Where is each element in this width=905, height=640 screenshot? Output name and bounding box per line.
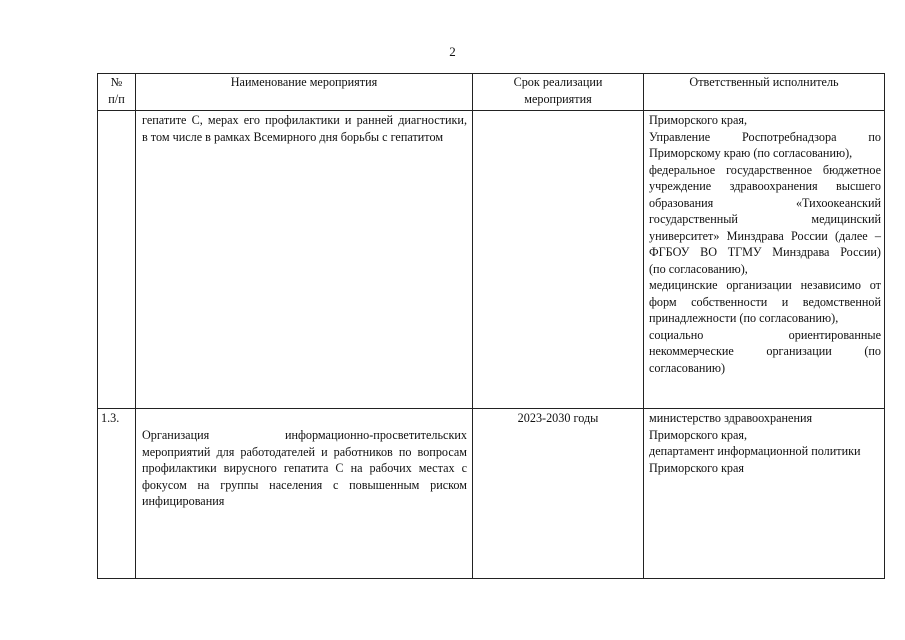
responsible-line: министерство здравоохранения [649, 411, 813, 425]
event-name-line: инфицирования [142, 494, 225, 508]
header-number-line1: № [110, 75, 123, 89]
header-term-line1: Срок реализации [513, 75, 603, 89]
header-responsible: Ответственный исполнитель [644, 74, 885, 111]
responsible-cell [644, 409, 885, 579]
event-name-cell [136, 409, 473, 579]
responsible-line: Приморского края, [649, 427, 748, 442]
responsible-line: ФГБОУ ВО ТГМУ Минздрава России) [649, 245, 881, 259]
responsible-line: Управление Роспотребнадзора по [649, 129, 881, 144]
responsible-line: принадлежности (по согласованию), [649, 311, 839, 325]
responsible-line: согласованию) [649, 360, 726, 375]
continued-name-cell [136, 111, 473, 409]
responsible-line: департамент информационной политики [649, 444, 861, 458]
term-cell: 2023-2030 годы [473, 409, 644, 579]
table-header-row [98, 74, 885, 111]
events-table [97, 73, 885, 579]
event-name-line: Организация информационно-просветительских [142, 428, 467, 442]
page-number: 2 [449, 44, 456, 59]
responsible-line: образования «Тихоокеанский [649, 195, 881, 210]
row-number-cell: 1.3. [98, 409, 136, 579]
responsible-line: государственный медицинский [649, 212, 881, 226]
responsible-line: форм собственности и ведомственной [649, 294, 881, 309]
event-name-line: фокусом на группы населения с повышенным риском [142, 477, 467, 492]
responsible-line: учреждение здравоохранения высшего [649, 179, 881, 193]
responsible-line: университет» Минздрава России (далее – [649, 228, 881, 243]
event-name-line: профилактики вирусного гепатита С на рабочих местах с [142, 461, 467, 475]
continued-responsible-cell [644, 111, 885, 409]
responsible-line: Приморского края [649, 460, 744, 475]
responsible-line: медицинские организации независимо от [649, 278, 881, 292]
continued-name-line: в том числе в рамках Всемирного дня борьбы с гепатитом [142, 129, 444, 144]
table-row [98, 409, 885, 579]
header-term-line2: мероприятия [524, 91, 592, 106]
header-event-name: Наименование мероприятия [136, 74, 473, 111]
continued-name-line: гепатите С, мерах его профилактики и ранней диагностики, [142, 113, 467, 127]
header-term [473, 74, 644, 111]
responsible-line: некоммерческие организации (по [649, 344, 881, 358]
continued-term-cell [473, 111, 644, 409]
event-name-line: мероприятий для работодателей и работников по вопросам [142, 444, 467, 459]
header-number-line2: п/п [108, 92, 125, 106]
responsible-line: (по согласованию), [649, 261, 748, 276]
continued-number-cell [98, 111, 136, 409]
responsible-line: федеральное государственное бюджетное [649, 162, 881, 177]
responsible-line: Приморскому краю (по согласованию), [649, 146, 853, 160]
header-number [98, 74, 136, 111]
responsible-line: социально ориентированные [649, 327, 881, 342]
responsible-line: Приморского края, [649, 113, 748, 127]
table-row [98, 111, 885, 409]
